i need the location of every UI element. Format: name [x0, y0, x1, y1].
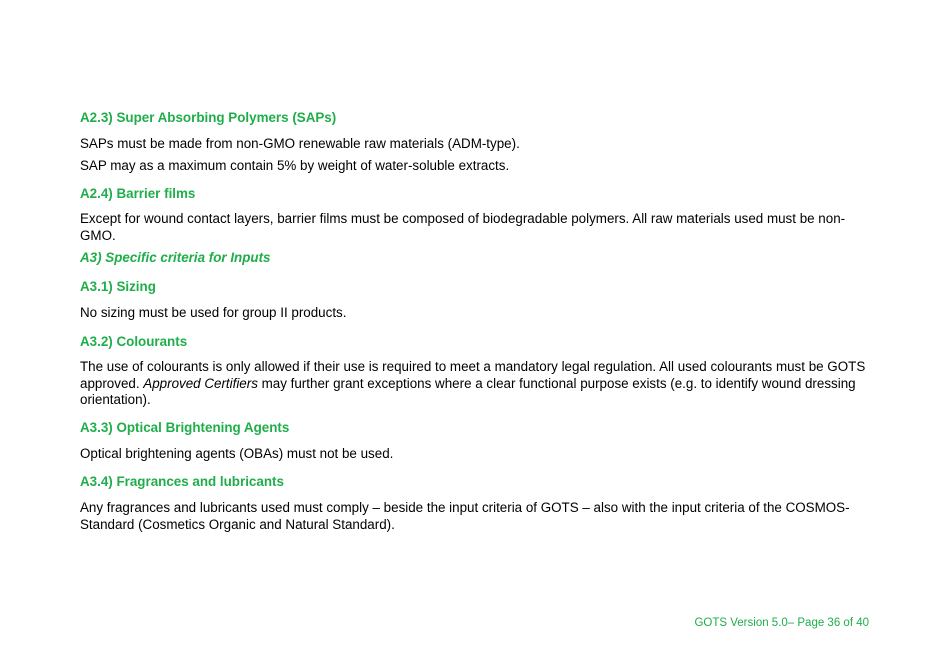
heading-a3-3: A3.3) Optical Brightening Agents [80, 420, 290, 435]
paragraph-a3-1-sizing: No sizing must be used for group II products. [80, 305, 347, 320]
heading-a2-3: A2.3) Super Absorbing Polymers (SAPs) [80, 110, 337, 125]
paragraph-a3-2-colourants [80, 359, 870, 409]
heading-a3-1: A3.1) Sizing [80, 279, 156, 294]
heading-a3-2: A3.2) Colourants [80, 334, 188, 349]
heading-a3: A3) Specific criteria for Inputs [80, 250, 271, 265]
paragraph-a3-4-fragrances: Any fragrances and lubricants used must comply – beside the input criteria of GOTS – also with the input criteria of the COSMOS-Standard (Cosmetics Organic and Natural Standard). [80, 500, 850, 532]
paragraph-a2-3-saps-materials: SAPs must be made from non-GMO renewable raw materials (ADM-type). [80, 136, 520, 151]
approved-certifiers-term: Approved Certifiers [143, 375, 258, 391]
colourants-text-part2: may further grant exceptions where a clear functional purpose exists (e.g. to identify wound dressing orientation). [80, 375, 856, 407]
page-footer: GOTS Version 5.0– Page 36 of 40 [694, 617, 869, 629]
colourants-text-part1: The use of colourants is only allowed if their use is required to meet a mandatory legal regulation. All used colourants must be GOTS approved. [80, 359, 866, 391]
heading-a2-4: A2.4) Barrier films [80, 186, 196, 201]
paragraph-a2-3-saps-extracts: SAP may as a maximum contain 5% by weight of water-soluble extracts. [80, 158, 510, 173]
paragraph-a2-4-barrier-films: Except for wound contact layers, barrier films must be composed of biodegradable polymers. All raw materials used must be non-GMO. [80, 211, 846, 243]
heading-a3-4: A3.4) Fragrances and lubricants [80, 474, 284, 489]
paragraph-a3-3-obas: Optical brightening agents (OBAs) must not be used. [80, 446, 394, 461]
